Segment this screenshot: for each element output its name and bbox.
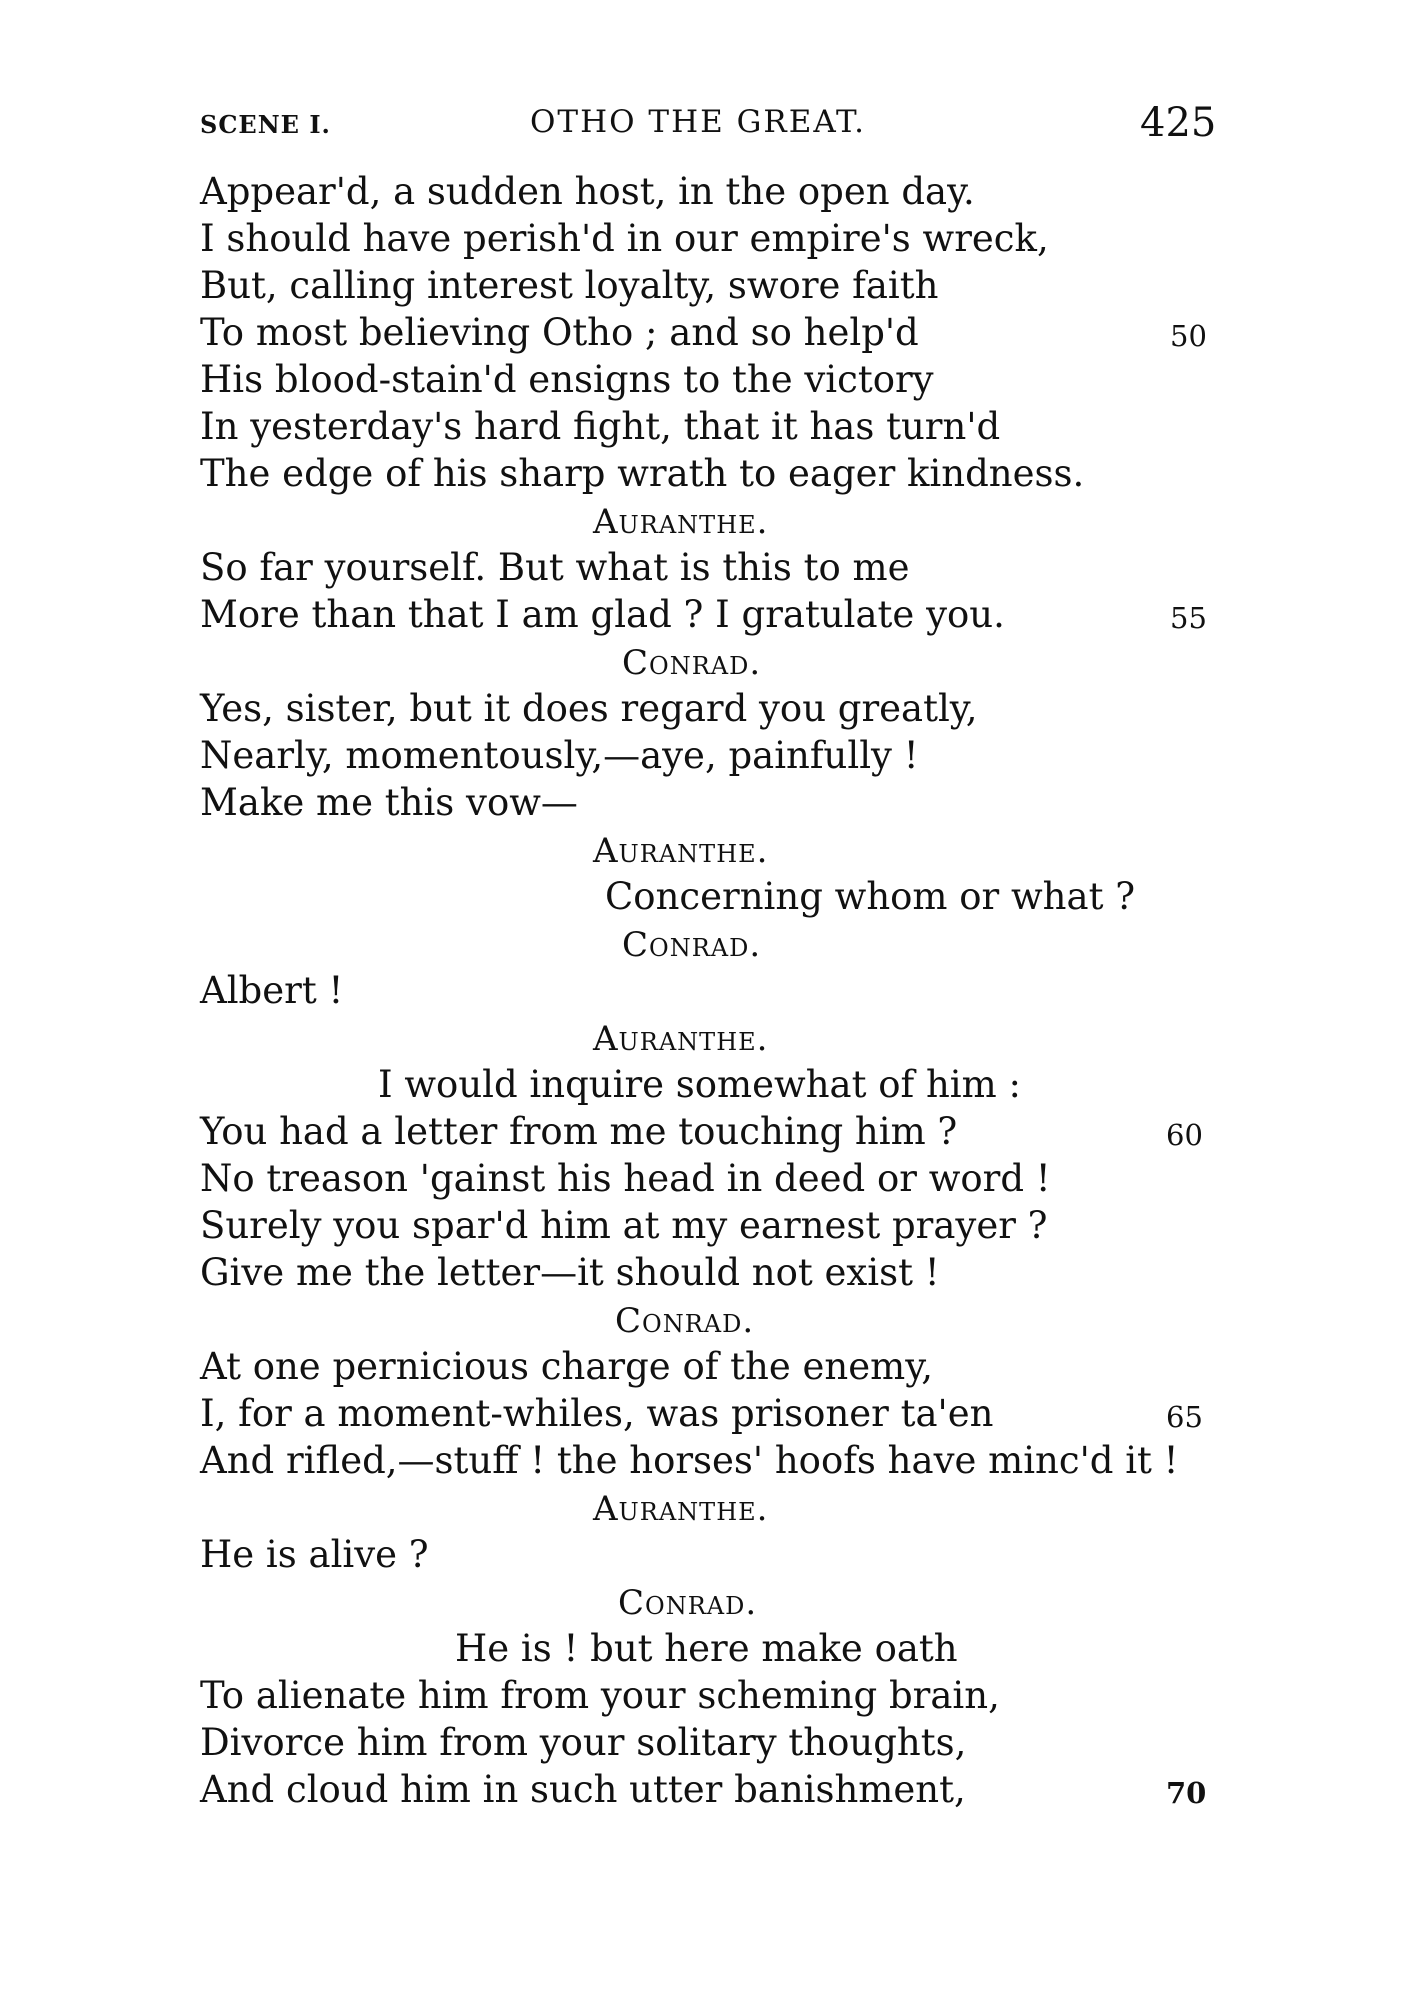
line-number: 50 [1170, 319, 1207, 353]
verse-line: Surely you spar'd him at my earnest prayer ? [200, 1204, 1048, 1247]
line-number: 70 [1166, 1776, 1207, 1810]
line-number: 65 [1166, 1400, 1203, 1434]
verse-line: Divorce him from your solitary thoughts, [200, 1721, 967, 1764]
speaker-name: Conrad. [622, 643, 762, 683]
verse-line: To alienate him from your scheming brain, [200, 1674, 1000, 1717]
verse-line: I, for a moment-whiles, was prisoner ta'en [200, 1392, 994, 1435]
verse-line: But, calling interest loyalty, swore faith [200, 264, 939, 307]
verse-line: He is alive ? [200, 1533, 429, 1576]
line-number: 55 [1170, 601, 1207, 635]
verse-line: So far yourself. But what is this to me [200, 546, 910, 589]
verse-line: I should have perish'd in our empire's wreck, [200, 217, 1049, 260]
verse-line: Give me the letter—it should not exist ! [200, 1251, 940, 1294]
verse-line: The edge of his sharp wrath to eager kindness. [200, 452, 1085, 495]
verse-line: Make me this vow— [200, 781, 578, 824]
verse-line: In yesterday's hard fight, that it has turn'd [200, 405, 1001, 448]
speaker-name: Conrad. [618, 1583, 758, 1623]
verse-line: More than that I am glad ? I gratulate you. [200, 593, 1005, 636]
verse-line: His blood-stain'd ensigns to the victory [200, 358, 934, 401]
verse-line: And cloud him in such utter banishment, [200, 1768, 966, 1811]
verse-line: Appear'd, a sudden host, in the open day. [200, 170, 975, 213]
verse-line: No treason 'gainst his head in deed or word ! [200, 1157, 1051, 1200]
verse-line: I would inquire somewhat of him : [378, 1063, 1021, 1106]
verse-line: Albert ! [200, 969, 344, 1012]
verse-line: Concerning whom or what ? [605, 875, 1136, 918]
verse-line: Nearly, momentously,—aye, painfully ! [200, 734, 919, 777]
running-head-title: OTHO THE GREAT. [530, 104, 866, 140]
line-number: 60 [1166, 1118, 1203, 1152]
verse-line: He is ! but here make oath [455, 1627, 958, 1670]
verse-line: Yes, sister, but it does regard you greatly, [200, 687, 978, 730]
verse-line: At one pernicious charge of the enemy, [200, 1345, 933, 1388]
speaker-name: Auranthe. [593, 831, 769, 871]
speaker-name: Auranthe. [593, 1489, 769, 1529]
speaker-name: Auranthe. [593, 502, 769, 542]
verse-line: And rifled,—stuff ! the horses' hoofs have minc'd it ! [200, 1439, 1179, 1482]
page-number: 425 [1140, 100, 1217, 146]
speaker-name: Conrad. [622, 925, 762, 965]
speaker-name: Conrad. [615, 1301, 755, 1341]
running-head-scene: SCENE I. [200, 110, 331, 139]
verse-line: To most believing Otho ; and so help'd [200, 311, 919, 354]
verse-line: You had a letter from me touching him ? [200, 1110, 958, 1153]
speaker-name: Auranthe. [593, 1019, 769, 1059]
